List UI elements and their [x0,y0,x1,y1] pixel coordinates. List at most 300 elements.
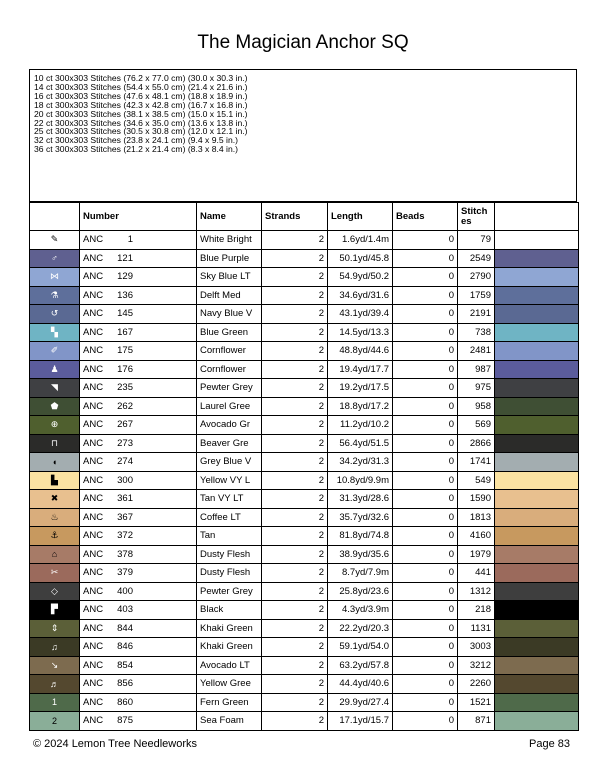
name-cell: Cornflower [197,342,262,361]
thread-code: 145 [117,308,133,320]
thread-code: 372 [117,530,133,542]
number-cell [80,582,197,601]
brand-label: ANC [83,419,104,431]
name-cell: Sea Foam [197,712,262,731]
header-name: Name [197,203,262,231]
fabric-size-line: 22 ct 300x303 Stitches (34.6 x 35.0 cm) (13.6 x 13.8 in.) [34,117,248,128]
brand-label: ANC [83,715,104,727]
color-swatch [495,638,579,657]
header-number: Number [80,203,197,231]
length-cell: 54.9yd/50.2 [328,268,393,287]
beads-cell: 0 [393,286,458,305]
color-swatch [495,601,579,620]
beads-cell: 0 [393,527,458,546]
symbol-cell: ♬ [30,675,80,694]
strands-cell: 2 [262,508,328,527]
color-swatch [495,693,579,712]
stitches-cell: 975 [458,379,495,398]
beads-cell: 0 [393,564,458,583]
footer-page-number: Page 83 [529,738,570,750]
color-swatch [495,656,579,675]
symbol-cell: ✐ [30,342,80,361]
table-row [30,471,579,490]
beads-cell: 0 [393,675,458,694]
beads-cell: 0 [393,323,458,342]
thread-code: 273 [117,437,133,449]
strands-cell: 2 [262,342,328,361]
stitches-cell: 1590 [458,490,495,509]
thread-code: 136 [117,289,133,301]
name-cell: Tan [197,527,262,546]
table-row [30,545,579,564]
brand-label: ANC [83,659,104,671]
number-cell [80,638,197,657]
number-cell [80,342,197,361]
strands-cell: 2 [262,527,328,546]
brand-label: ANC [83,696,104,708]
brand-label: ANC [83,308,104,320]
thread-code: 167 [117,326,133,338]
length-cell: 35.7yd/32.6 [328,508,393,527]
name-cell: Dusty Flesh [197,545,262,564]
symbol-cell: ⊕ [30,416,80,435]
length-cell: 81.8yd/74.8 [328,527,393,546]
length-cell: 4.3yd/3.9m [328,601,393,620]
symbol-cell: ⋈ [30,268,80,287]
length-cell: 25.8yd/23.6 [328,582,393,601]
thread-code: 403 [117,604,133,616]
symbol-cell: ♨ [30,508,80,527]
color-swatch [495,582,579,601]
symbol-cell: ◖ [30,453,80,472]
beads-cell: 0 [393,656,458,675]
table-row [30,434,579,453]
length-cell: 31.3yd/28.6 [328,490,393,509]
number-cell [80,453,197,472]
name-cell: Yellow VY L [197,471,262,490]
color-swatch [495,416,579,435]
table-row [30,268,579,287]
strands-cell: 2 [262,305,328,324]
thread-code: 844 [117,622,133,634]
strands-cell: 2 [262,619,328,638]
table-row [30,564,579,583]
number-cell [80,619,197,638]
brand-label: ANC [83,271,104,283]
length-cell: 48.8yd/44.6 [328,342,393,361]
color-swatch [495,268,579,287]
stitches-cell: 79 [458,231,495,250]
stitches-cell: 2866 [458,434,495,453]
thread-code: 121 [117,252,133,264]
strands-cell: 2 [262,656,328,675]
length-cell: 11.2yd/10.2 [328,416,393,435]
stitches-cell: 1759 [458,286,495,305]
strands-cell: 2 [262,360,328,379]
table-row [30,638,579,657]
table-row [30,286,579,305]
length-cell: 34.6yd/31.6 [328,286,393,305]
number-cell [80,360,197,379]
fabric-size-line: 36 ct 300x303 Stitches (21.2 x 21.4 cm) (8.3 x 8.4 in.) [34,144,238,155]
name-cell: Yellow Gree [197,675,262,694]
number-cell [80,397,197,416]
stitches-cell: 1979 [458,545,495,564]
beads-cell: 0 [393,434,458,453]
fabric-size-line: 10 ct 300x303 Stitches (76.2 x 77.0 cm) (30.0 x 30.3 in.) [34,73,248,83]
name-cell: Avocado LT [197,656,262,675]
beads-cell: 0 [393,342,458,361]
name-cell: Black [197,601,262,620]
thread-code: 846 [117,641,133,653]
number-cell [80,601,197,620]
table-row [30,527,579,546]
beads-cell: 0 [393,453,458,472]
table-row [30,693,579,712]
name-cell: Navy Blue V [197,305,262,324]
stitches-cell: 549 [458,471,495,490]
fabric-size-line: 32 ct 300x303 Stitches (23.8 x 24.1 cm) (9.4 x 9.5 in.) [34,135,238,146]
number-cell [80,527,197,546]
brand-label: ANC [83,511,104,523]
stitches-cell: 2260 [458,675,495,694]
symbol-cell: ⇕ [30,619,80,638]
strands-cell: 2 [262,379,328,398]
symbol-cell: 1 [30,693,80,712]
strands-cell: 2 [262,249,328,268]
thread-code: 367 [117,511,133,523]
beads-cell: 0 [393,416,458,435]
strands-cell: 2 [262,416,328,435]
brand-label: ANC [83,622,104,634]
number-cell [80,712,197,731]
table-row [30,712,579,731]
header-stitches: Stitches [458,203,495,231]
brand-label: ANC [83,567,104,579]
name-cell: Tan VY LT [197,490,262,509]
name-cell: Khaki Green [197,638,262,657]
brand-label: ANC [83,400,104,412]
symbol-cell: ◇ [30,582,80,601]
header-strands: Strands [262,203,328,231]
fabric-size-line: 16 ct 300x303 Stitches (47.6 x 48.1 cm) (18.8 x 18.9 in.) [34,90,248,101]
beads-cell: 0 [393,712,458,731]
name-cell: Laurel Gree [197,397,262,416]
number-cell [80,564,197,583]
strands-cell: 2 [262,286,328,305]
length-cell: 17.1yd/15.7 [328,712,393,731]
length-cell: 34.2yd/31.3 [328,453,393,472]
stitches-cell: 218 [458,601,495,620]
brand-label: ANC [83,548,104,560]
length-cell: 1.6yd/1.4m [328,231,393,250]
stitches-cell: 2790 [458,268,495,287]
beads-cell: 0 [393,305,458,324]
thread-code: 860 [117,696,133,708]
thread-code: 361 [117,493,133,505]
beads-cell: 0 [393,360,458,379]
beads-cell: 0 [393,231,458,250]
thread-code: 1 [127,234,133,246]
stitches-cell: 987 [458,360,495,379]
header-swatch [495,203,579,231]
beads-cell: 0 [393,508,458,527]
color-swatch [495,397,579,416]
color-swatch [495,434,579,453]
name-cell: Beaver Gre [197,434,262,453]
number-cell [80,249,197,268]
stitches-cell: 441 [458,564,495,583]
brand-label: ANC [83,604,104,616]
length-cell: 10.8yd/9.9m [328,471,393,490]
length-cell: 29.9yd/27.4 [328,693,393,712]
beads-cell: 0 [393,249,458,268]
beads-cell: 0 [393,601,458,620]
number-cell [80,379,197,398]
thread-code: 262 [117,400,133,412]
brand-label: ANC [83,641,104,653]
stitches-cell: 4160 [458,527,495,546]
strands-cell: 2 [262,453,328,472]
stitches-cell: 2549 [458,249,495,268]
symbol-cell: ⚗ [30,286,80,305]
brand-label: ANC [83,530,104,542]
thread-code: 400 [117,585,133,597]
color-swatch [495,231,579,250]
color-swatch [495,508,579,527]
symbol-cell: ▙ [30,471,80,490]
brand-label: ANC [83,289,104,301]
name-cell: Coffee LT [197,508,262,527]
stitches-cell: 958 [458,397,495,416]
strands-cell: 2 [262,675,328,694]
thread-code: 129 [117,271,133,283]
strands-cell: 2 [262,434,328,453]
color-swatch [495,323,579,342]
strands-cell: 2 [262,638,328,657]
header-length: Length [328,203,393,231]
number-cell [80,286,197,305]
color-swatch [495,305,579,324]
number-cell [80,471,197,490]
strands-cell: 2 [262,712,328,731]
brand-label: ANC [83,585,104,597]
page-title: The Magician Anchor SQ [197,32,409,53]
header-beads: Beads [393,203,458,231]
beads-cell: 0 [393,490,458,509]
beads-cell: 0 [393,582,458,601]
stitches-cell: 1521 [458,693,495,712]
length-cell: 43.1yd/39.4 [328,305,393,324]
number-cell [80,656,197,675]
table-header-row [30,203,579,231]
symbol-cell: ♂ [30,249,80,268]
length-cell: 19.2yd/17.5 [328,379,393,398]
symbol-cell: ◥ [30,379,80,398]
symbol-cell: ♫ [30,638,80,657]
stitches-cell: 738 [458,323,495,342]
symbol-cell: ✎ [30,231,80,250]
number-cell [80,545,197,564]
color-swatch [495,675,579,694]
brand-label: ANC [83,437,104,449]
length-cell: 14.5yd/13.3 [328,323,393,342]
name-cell: Cornflower [197,360,262,379]
color-swatch [495,342,579,361]
color-swatch [495,545,579,564]
color-swatch [495,712,579,731]
symbol-cell: ⊓ [30,434,80,453]
symbol-cell: ▛ [30,601,80,620]
table-row [30,323,579,342]
color-swatch [495,490,579,509]
beads-cell: 0 [393,638,458,657]
length-cell: 44.4yd/40.6 [328,675,393,694]
name-cell: Khaki Green [197,619,262,638]
thread-code: 854 [117,659,133,671]
symbol-cell: ♟ [30,360,80,379]
strands-cell: 2 [262,268,328,287]
thread-code: 379 [117,567,133,579]
stitches-cell: 1131 [458,619,495,638]
beads-cell: 0 [393,268,458,287]
symbol-cell: ⌂ [30,545,80,564]
name-cell: Fern Green [197,693,262,712]
number-cell [80,693,197,712]
stitches-cell: 1312 [458,582,495,601]
beads-cell: 0 [393,379,458,398]
fabric-size-line: 14 ct 300x303 Stitches (54.4 x 55.0 cm) (21.4 x 21.6 in.) [34,81,248,92]
symbol-cell: ⚓ [30,527,80,546]
table-row [30,360,579,379]
fabric-sizes-box [29,69,577,202]
symbol-cell: ↘ [30,656,80,675]
symbol-cell: 2 [30,712,80,731]
number-cell [80,268,197,287]
table-row [30,379,579,398]
length-cell: 19.4yd/17.7 [328,360,393,379]
length-cell: 18.8yd/17.2 [328,397,393,416]
footer-copyright: © 2024 Lemon Tree Needleworks [33,738,198,750]
color-swatch [495,453,579,472]
beads-cell: 0 [393,693,458,712]
strands-cell: 2 [262,397,328,416]
length-cell: 63.2yd/57.8 [328,656,393,675]
name-cell: Blue Purple [197,249,262,268]
thread-code: 176 [117,363,133,375]
brand-label: ANC [83,678,104,690]
number-cell [80,231,197,250]
color-swatch [495,360,579,379]
strands-cell: 2 [262,490,328,509]
strands-cell: 2 [262,323,328,342]
brand-label: ANC [83,234,104,246]
name-cell: White Bright [197,231,262,250]
thread-code: 875 [117,715,133,727]
thread-legend-table [29,202,579,731]
table-row [30,508,579,527]
table-row [30,305,579,324]
stitches-cell: 2191 [458,305,495,324]
color-swatch [495,564,579,583]
brand-label: ANC [83,345,104,357]
table-row [30,601,579,620]
name-cell: Blue Green [197,323,262,342]
name-cell: Avocado Gr [197,416,262,435]
beads-cell: 0 [393,471,458,490]
thread-code: 300 [117,474,133,486]
strands-cell: 2 [262,564,328,583]
number-cell [80,305,197,324]
table-row [30,656,579,675]
brand-label: ANC [83,456,104,468]
thread-code: 856 [117,678,133,690]
strands-cell: 2 [262,471,328,490]
length-cell: 38.9yd/35.6 [328,545,393,564]
number-cell [80,416,197,435]
length-cell: 59.1yd/54.0 [328,638,393,657]
table-row [30,582,579,601]
number-cell [80,434,197,453]
name-cell: Delft Med [197,286,262,305]
length-cell: 56.4yd/51.5 [328,434,393,453]
brand-label: ANC [83,474,104,486]
color-swatch [495,286,579,305]
color-swatch [495,619,579,638]
symbol-cell: ↺ [30,305,80,324]
brand-label: ANC [83,363,104,375]
beads-cell: 0 [393,397,458,416]
name-cell: Dusty Flesh [197,564,262,583]
number-cell [80,675,197,694]
beads-cell: 0 [393,545,458,564]
symbol-cell: ▚ [30,323,80,342]
symbol-cell: ✖ [30,490,80,509]
table-row [30,342,579,361]
length-cell: 50.1yd/45.8 [328,249,393,268]
beads-cell: 0 [393,619,458,638]
stitches-cell: 2481 [458,342,495,361]
fabric-size-line: 18 ct 300x303 Stitches (42.3 x 42.8 cm) (16.7 x 16.8 in.) [34,99,248,110]
strands-cell: 2 [262,693,328,712]
number-cell [80,323,197,342]
symbol-cell: ✂ [30,564,80,583]
length-cell: 8.7yd/7.9m [328,564,393,583]
stitches-cell: 871 [458,712,495,731]
brand-label: ANC [83,252,104,264]
stitches-cell: 1741 [458,453,495,472]
brand-label: ANC [83,382,104,394]
color-swatch [495,249,579,268]
length-cell: 22.2yd/20.3 [328,619,393,638]
thread-code: 235 [117,382,133,394]
strands-cell: 2 [262,231,328,250]
table-row [30,453,579,472]
table-row [30,416,579,435]
fabric-size-line: 20 ct 300x303 Stitches (38.1 x 38.5 cm) (15.0 x 15.1 in.) [34,108,248,119]
name-cell: Pewter Grey [197,379,262,398]
brand-label: ANC [83,493,104,505]
thread-code: 274 [117,456,133,468]
symbol-cell: ⬟ [30,397,80,416]
color-swatch [495,527,579,546]
name-cell: Grey Blue V [197,453,262,472]
thread-code: 267 [117,419,133,431]
name-cell: Sky Blue LT [197,268,262,287]
strands-cell: 2 [262,601,328,620]
stitches-cell: 1813 [458,508,495,527]
table-row [30,397,579,416]
